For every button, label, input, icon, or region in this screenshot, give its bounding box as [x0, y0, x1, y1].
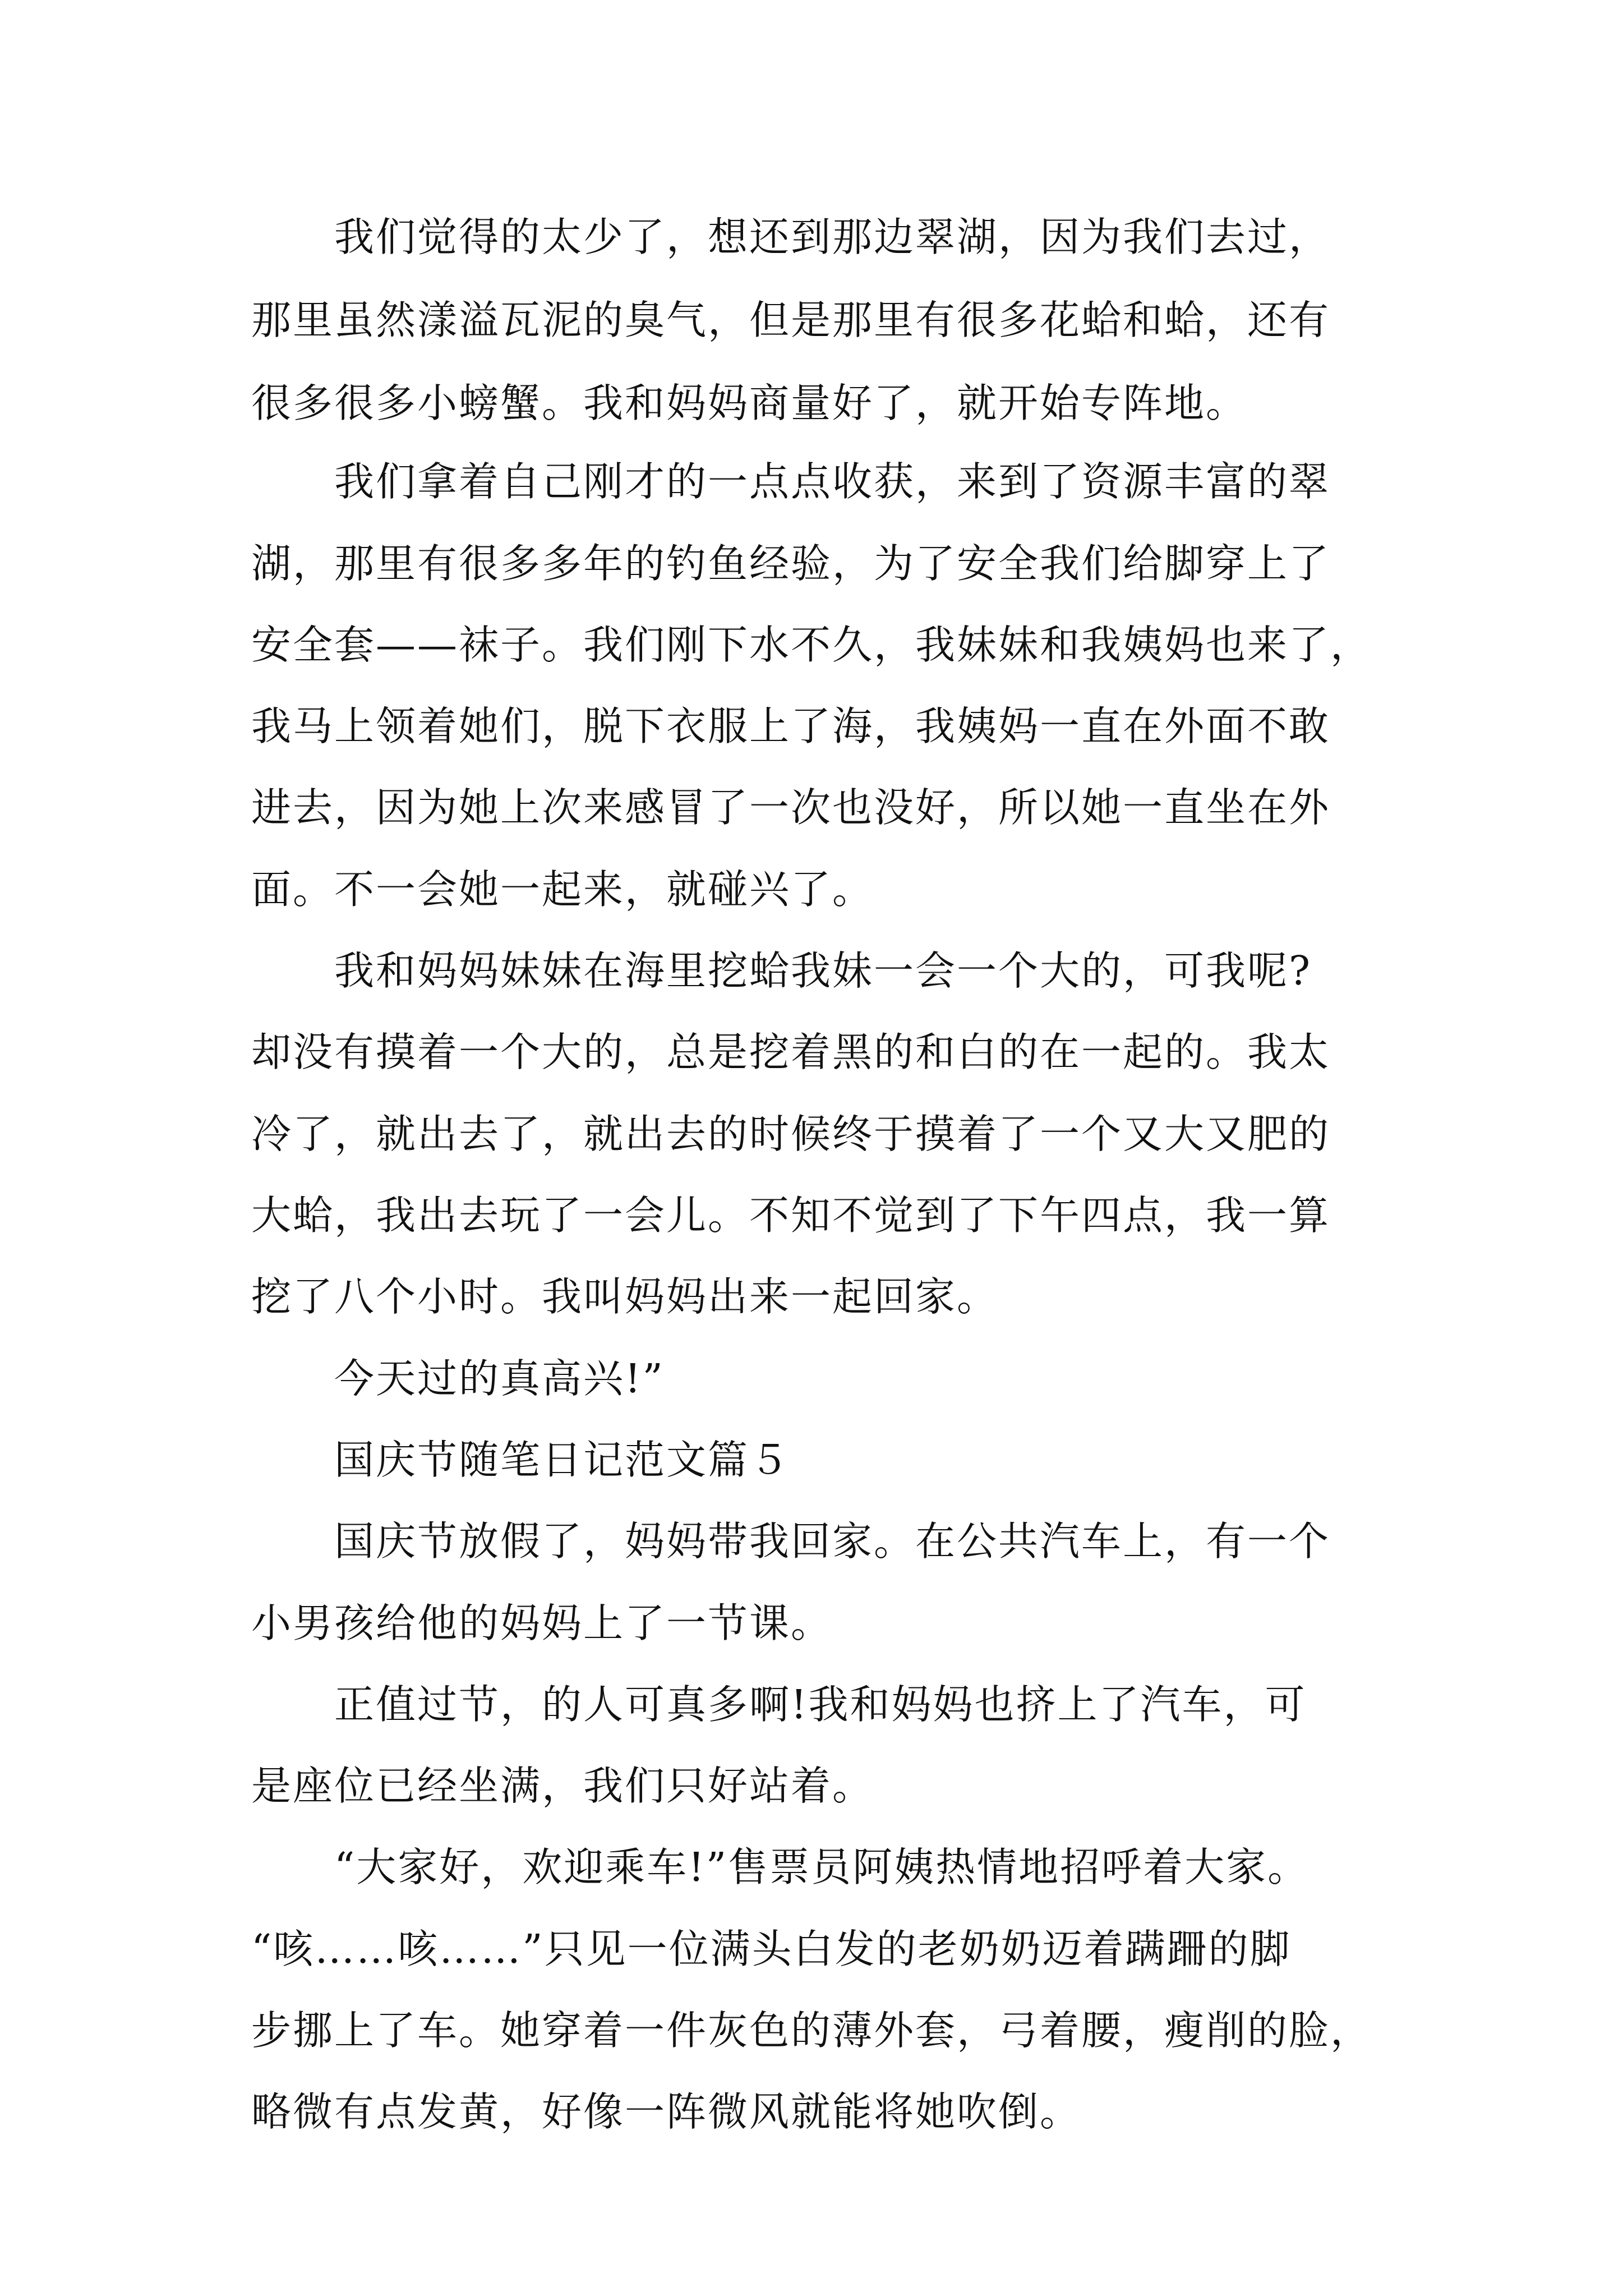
text-line: 我马上领着她们，脱下衣服上了海，我姨妈一直在外面不敢 [251, 703, 1331, 749]
text-line: 大蛤，我出去玩了一会儿。不知不觉到了下午四点，我一算 [251, 1192, 1331, 1239]
text-line: 我们拿着自己刚才的一点点收获，来到了资源丰富的翠 [251, 458, 1331, 505]
text-line: 冷了，就出去了，就出去的时候终于摸着了一个又大又肥的 [251, 1111, 1331, 1157]
text-line: 安全套——袜子。我们刚下水不久，我妹妹和我姨妈也来了， [251, 622, 1372, 668]
text-line: 国庆节放假了，妈妈带我回家。在公共汽车上，有一个 [251, 1518, 1331, 1565]
text-line: 正值过节，的人可真多啊!我和妈妈也挤上了汽车，可 [251, 1681, 1307, 1728]
text-line: 略微有点发黄，好像一阵微风就能将她吹倒。 [251, 2088, 1082, 2135]
text-line: 我们觉得的太少了，想还到那边翠湖，因为我们去过， [251, 214, 1331, 260]
text-line: 挖了八个小时。我叫妈妈出来一起回家。 [251, 1273, 999, 1320]
text-line: 是座位已经坐满，我们只好站着。 [251, 1763, 874, 1809]
text-line: “咳……咳……”只见一位满头白发的老奶奶迈着蹒跚的脚 [251, 1926, 1292, 1972]
text-line: 今天过的真高兴!” [251, 1355, 665, 1402]
text-line: 我和妈妈妹妹在海里挖蛤我妹一会一个大的，可我呢? [251, 947, 1312, 994]
text-line: 面。不一会她一起来，就碰兴了。 [251, 866, 874, 913]
text-line: 进去，因为她上次来感冒了一次也没好，所以她一直坐在外 [251, 784, 1331, 831]
text-line: 步挪上了车。她穿着一件灰色的薄外套，弓着腰，瘦削的脸， [251, 2007, 1372, 2054]
section-heading: 国庆节随笔日记范文篇５ [251, 1437, 791, 1483]
text-line: 那里虽然漾溢瓦泥的臭气，但是那里有很多花蛤和蛤，还有 [251, 297, 1331, 343]
text-line: 小男孩给他的妈妈上了一节课。 [251, 1600, 833, 1646]
text-line: 很多很多小螃蟹。我和妈妈商量好了，就开始专阵地。 [251, 380, 1248, 426]
text-line: “大家好，欢迎乘车!”售票员阿姨热情地招呼着大家。 [251, 1844, 1310, 1890]
text-line: 却没有摸着一个大的，总是挖着黑的和白的在一起的。我太 [251, 1029, 1331, 1075]
text-line: 湖，那里有很多多年的钓鱼经验，为了安全我们给脚穿上了 [251, 540, 1331, 587]
